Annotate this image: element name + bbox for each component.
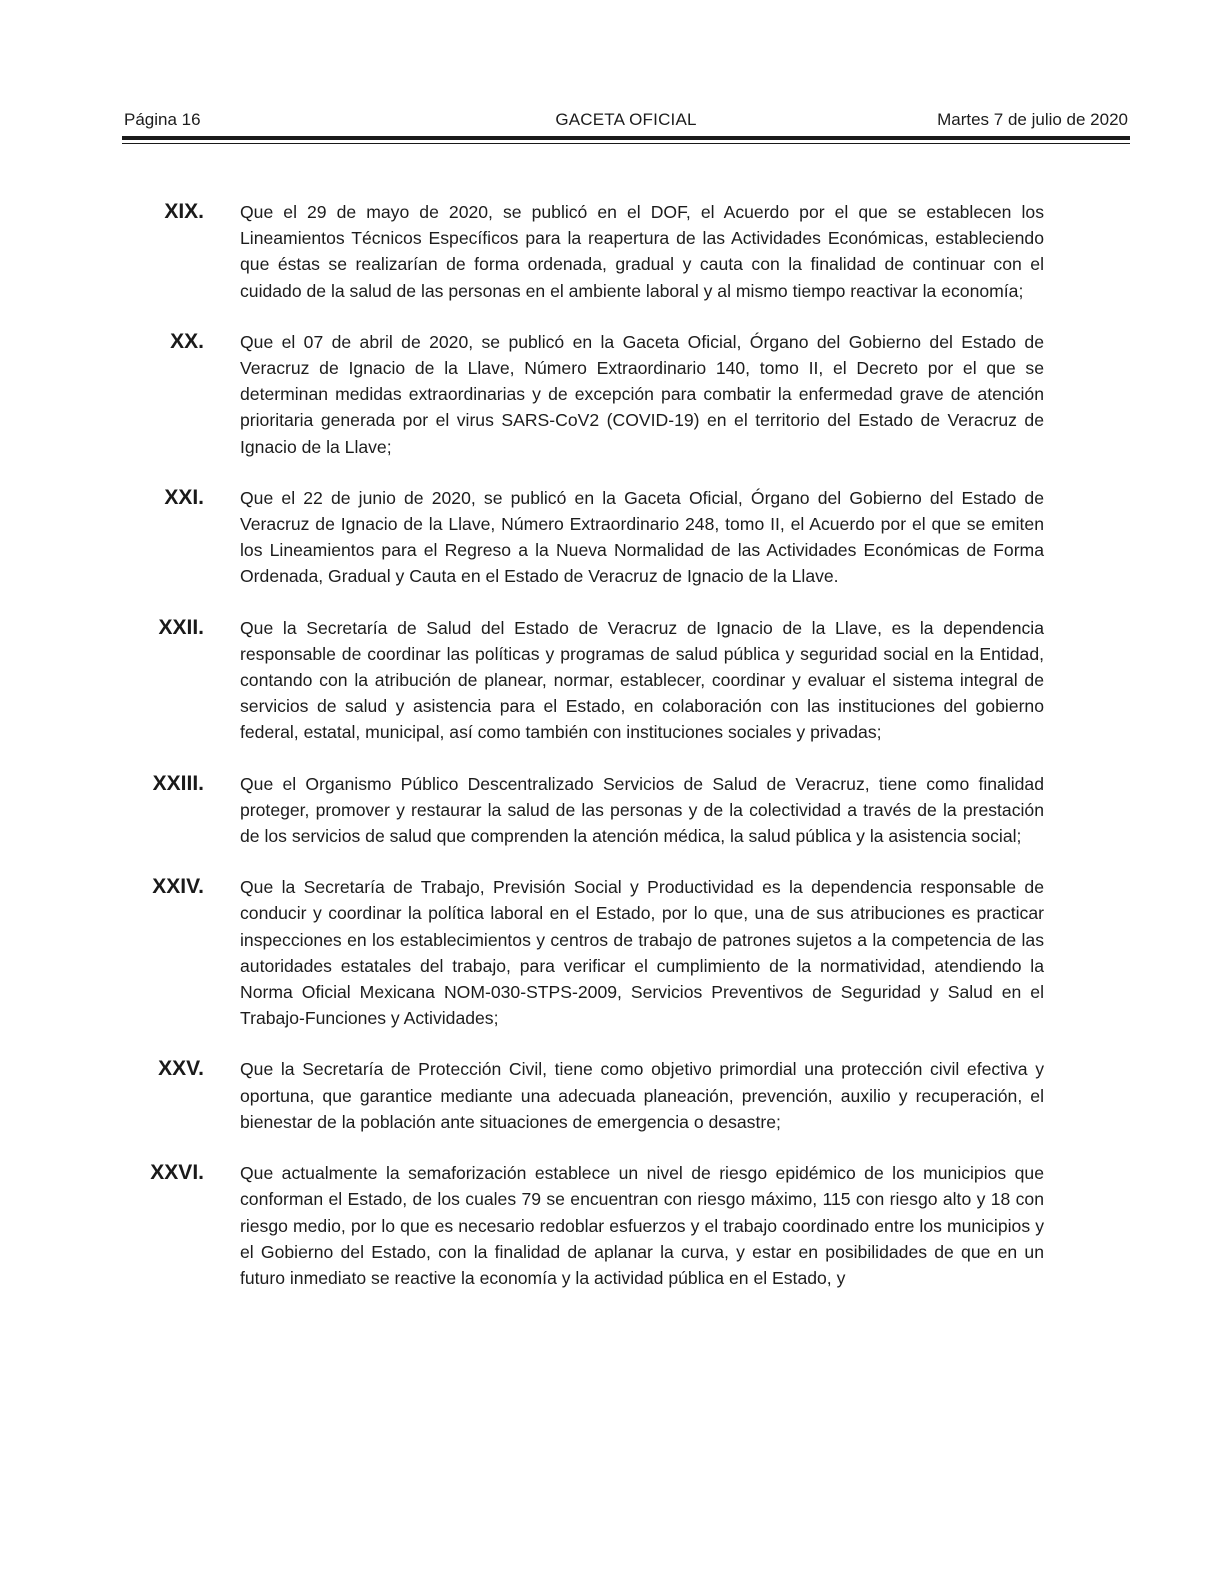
header-rule-thin [122, 143, 1130, 144]
publication-date: Martes 7 de julio de 2020 [937, 110, 1128, 129]
item-text: Que la Secretaría de Protección Civil, tiene como objetivo primordial una protección civil efectiva y oportuna, que garantice mediante una adecuada planeación, prevención, auxilio y recuperación, el bienestar de la población ante situaciones de emergencia o desastre; [240, 1059, 1044, 1132]
item-text: Que el 07 de abril de 2020, se publicó en la Gaceta Oficial, Órgano del Gobierno del Estado de Veracruz de Ignacio de la Llave, Número Extraordinario 140, tomo II, el Decreto por el que se determinan medidas extraordinarias y de excepción para combatir la enfermedad grave de atención prioritaria generada por el virus SARS-CoV2 (COVID-19) en el territorio del Estado de Veracruz de Ignacio de la Llave; [240, 331, 1044, 457]
list-item-xxiv [0, 874, 1224, 1031]
item-text: Que el Organismo Público Descentralizado Servicios de Salud de Veracruz, tiene como finalidad proteger, promover y restaurar la salud de las personas y de la colectividad a través de la prestación de los servicios de salud que comprenden la atención médica, la salud pública y la asistencia social; [240, 773, 1044, 847]
list-item-xx [0, 329, 1224, 460]
item-number: XXVI. [150, 1161, 204, 1185]
considerandos-list [0, 199, 1224, 1316]
item-text: Que el 22 de junio de 2020, se publicó en la Gaceta Oficial, Órgano del Gobierno del Estado de Veracruz de Ignacio de la Llave, Número Extraordinario 248, tomo II, el Acuerdo por el que se emiten los Lineamientos para el Regreso a la Nueva Normalidad de las Actividades Económicas de Forma Ordenada, Gradual y Cauta en el Estado de Veracruz de Ignacio de la Llave. [240, 487, 1044, 587]
list-item-xxi [0, 485, 1224, 590]
list-item-xix [0, 199, 1224, 304]
list-item-xxv [0, 1056, 1224, 1135]
list-item-xxii [0, 615, 1224, 746]
item-text: Que actualmente la semaforización establece un nivel de riesgo epidémico de los municipios que conforman el Estado, de los cuales 79 se encuentran con riesgo máximo, 115 con riesgo alto y 18 con riesgo medio, por lo que es necesario redoblar esfuerzos y el trabajo coordinado entre los municipios y el Gobierno del Estado, con la finalidad de aplanar la curva, y estar en posibilidades de que en un futuro inmediato se reactive la economía y la actividad pública en el Estado, y [240, 1163, 1044, 1288]
item-number: XXI. [164, 485, 204, 509]
item-number: XXV. [158, 1057, 204, 1081]
list-item-xxiii [0, 771, 1224, 850]
page-number: Página 16 [124, 110, 201, 129]
publication-title: GACETA OFICIAL [555, 110, 697, 129]
item-text: Que la Secretaría de Salud del Estado de Veracruz de Ignacio de la Llave, es la dependencia responsable de coordinar las políticas y programas de salud pública y seguridad social en la Entidad, contando con la atribución de planear, normar, establecer, coordinar y evaluar el sistema integral de servicios de salud y asistencia para el Estado, en colaboración con las instituciones del gobierno federal, estatal, municipal, así como también con instituciones sociales y privadas; [240, 617, 1044, 743]
item-number: XXII. [158, 615, 204, 639]
item-number: XIX. [164, 200, 204, 223]
item-number: XXIII. [152, 771, 204, 795]
item-number: XXIV. [152, 875, 204, 899]
item-text: Que la Secretaría de Trabajo, Previsión Social y Productividad es la dependencia responsable de conducir y coordinar la política laboral en el Estado, por lo que, una de sus atribuciones es practicar inspecciones en los establecimientos y centros de trabajo de patrones sujetos a la competencia de las autoridades estatales del trabajo, para verificar el cumplimiento de la normatividad, atendiendo la Norma Oficial Mexicana NOM-030-STPS-2009, Servicios Preventivos de Seguridad y Salud en el Trabajo-Funciones y Actividades; [240, 877, 1044, 1029]
page-header [122, 108, 1130, 132]
item-text: Que el 29 de mayo de 2020, se publicó en el DOF, el Acuerdo por el que se establecen los Lineamientos Técnicos Específicos para la reapertura de las Actividades Económicas, estableciendo que éstas se realizarían de forma ordenada, gradual y cauta con la finalidad de continuar con el cuidado de la salud de las personas en el ambiente laboral y al mismo tiempo reactivar la economía; [240, 202, 1044, 301]
list-item-xxvi [0, 1160, 1224, 1291]
header-rule-thick [122, 136, 1130, 140]
item-number: XX. [170, 329, 204, 353]
